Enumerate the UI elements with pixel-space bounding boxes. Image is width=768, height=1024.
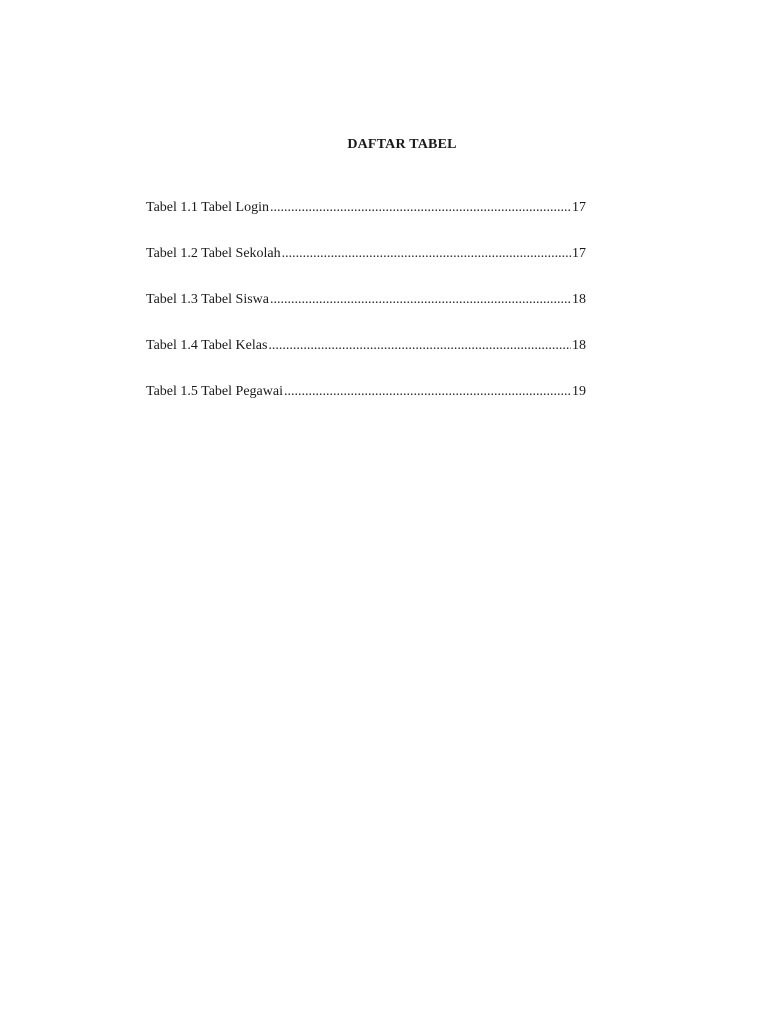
toc-entry [146,337,586,383]
toc-entry [146,199,586,245]
toc-entry-page-number: 17 [572,200,586,215]
toc-entry-page-number: 17 [572,246,586,261]
table-of-tables [146,199,586,429]
toc-entry [146,291,586,337]
page-title: DAFTAR TABEL [347,137,457,152]
toc-entry-label: Tabel 1.4 Tabel Kelas [146,338,268,353]
toc-entry-label: Tabel 1.3 Tabel Siswa [146,292,269,307]
toc-entry-label: Tabel 1.1 Tabel Login [146,200,269,215]
toc-entry [146,245,586,291]
toc-entry-page-number: 18 [572,292,586,307]
toc-entry-page-number: 18 [572,338,586,353]
toc-entry [146,383,586,429]
dot-leader [284,383,571,401]
toc-entry-label: Tabel 1.5 Tabel Pegawai [146,384,283,399]
dot-leader [282,245,571,263]
toc-entry-label: Tabel 1.2 Tabel Sekolah [146,246,281,261]
toc-entry-page-number: 19 [572,384,586,399]
dot-leader [270,199,571,217]
dot-leader [268,337,571,355]
dot-leader [270,291,571,309]
